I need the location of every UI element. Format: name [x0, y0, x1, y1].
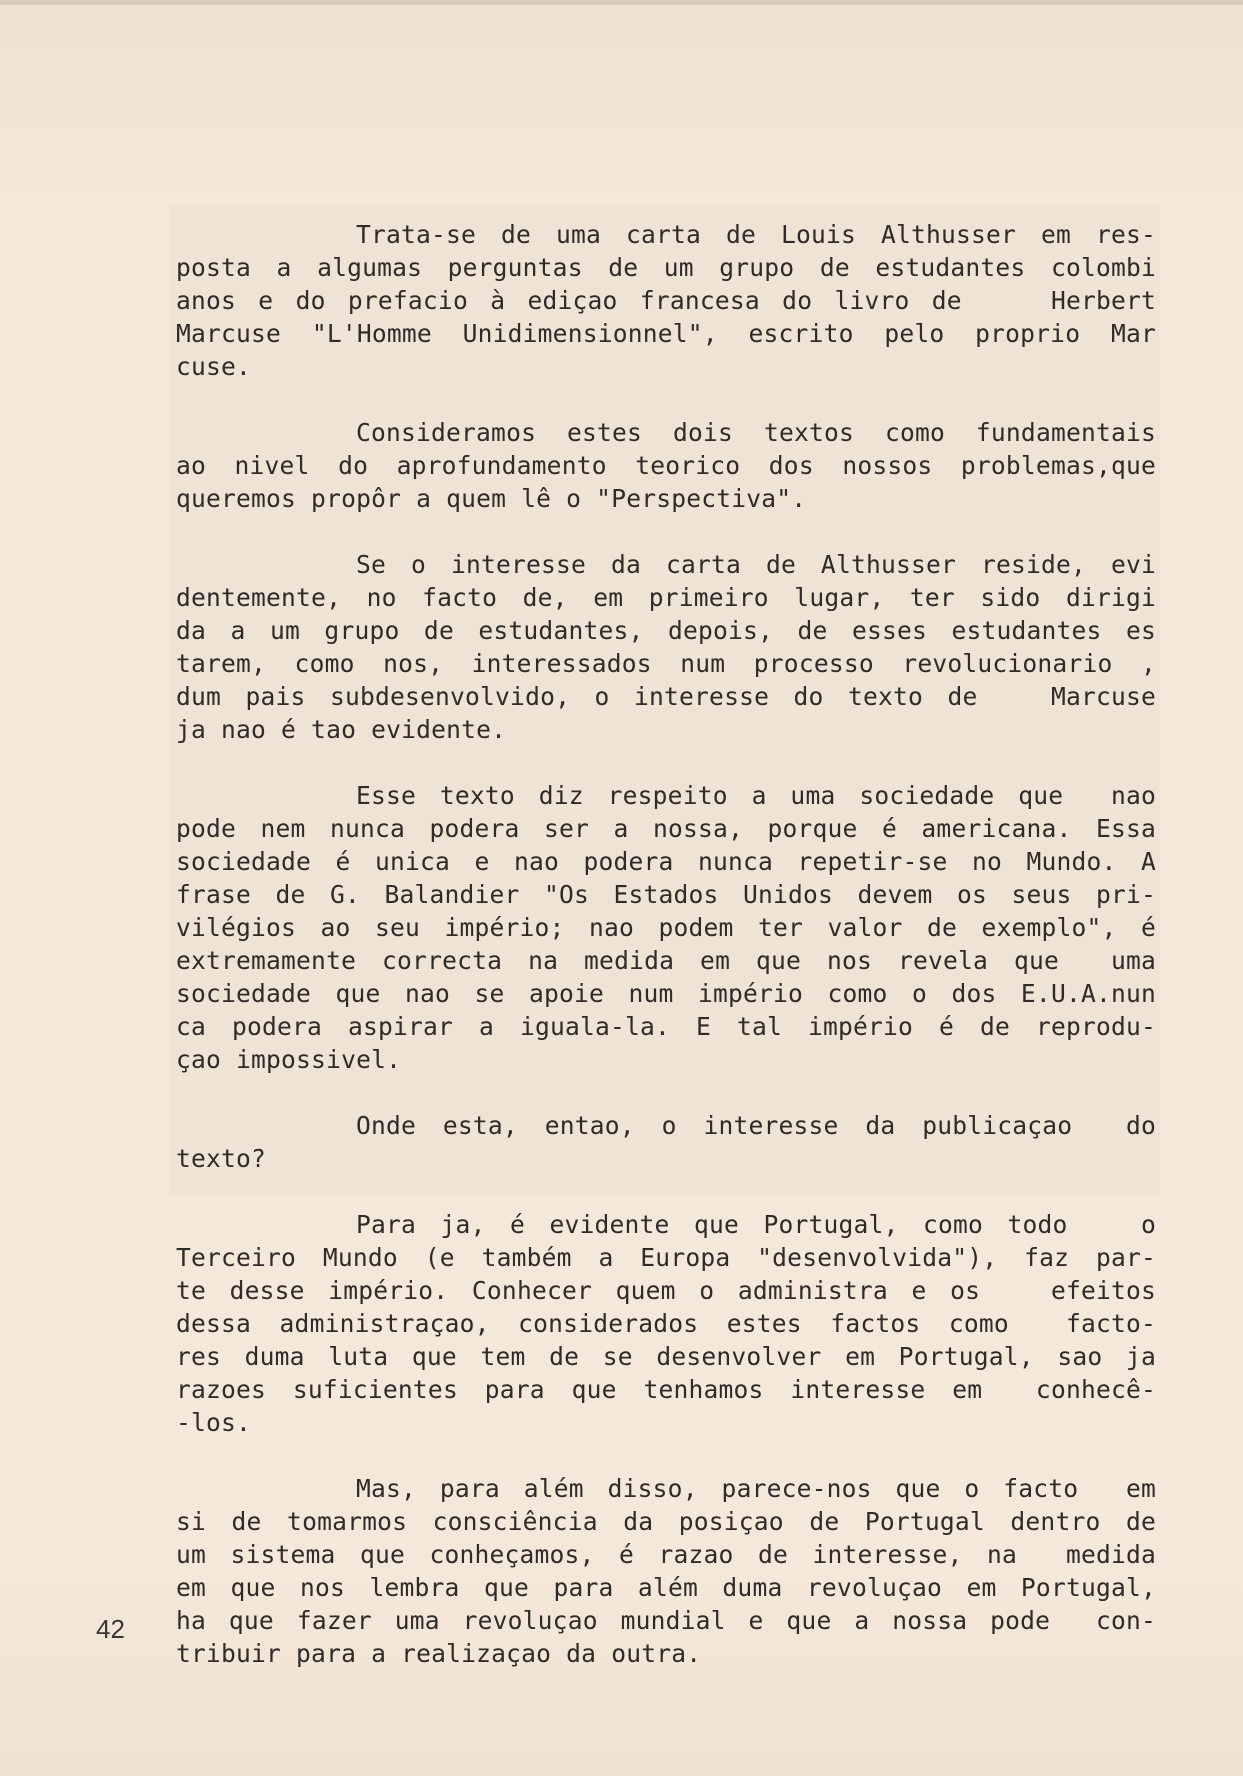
text-line: tarem, como nos, interessados num processo revolucionario , — [176, 649, 1156, 678]
text-line: texto? — [176, 1144, 267, 1173]
text-line: res duma luta que tem de se desenvolver em Portugal, sao ja — [176, 1342, 1156, 1371]
paragraph-7 — [176, 1472, 1156, 1670]
paragraph-2 — [176, 416, 1156, 515]
text-line: Mas, para além disso, parece-nos que o facto em — [356, 1474, 1156, 1503]
text-line: extremamente correcta na medida em que nos revela que uma — [176, 946, 1156, 975]
text-line: pode nem nunca podera ser a nossa, porque é americana. Essa — [176, 814, 1156, 843]
text-line: Marcuse "L'Homme Unidimensionnel", escrito pelo proprio Mar — [176, 319, 1156, 348]
text-line: queremos propôr a quem lê o "Perspectiva". — [176, 484, 807, 513]
text-line: dessa administraçao, considerados estes factos como facto- — [176, 1309, 1156, 1338]
paragraph-4 — [176, 779, 1156, 1076]
text-line: vilégios ao seu império; nao podem ter valor de exemplo", é — [176, 913, 1156, 942]
text-line: frase de G. Balandier "Os Estados Unidos devem os seus pri- — [176, 880, 1156, 909]
body-text — [176, 218, 1156, 1703]
text-line: -los. — [176, 1408, 252, 1437]
text-line: Se o interesse da carta de Althusser reside, evi — [356, 550, 1156, 579]
text-line: ao nivel do aprofundamento teorico dos nossos problemas,que — [176, 451, 1156, 480]
text-line: ca podera aspirar a iguala-la. E tal império é de reprodu- — [176, 1012, 1156, 1041]
text-line: te desse império. Conhecer quem o administra e os efeitos — [176, 1276, 1156, 1305]
text-line: Onde esta, entao, o interesse da publicaçao do — [356, 1111, 1156, 1140]
text-line: dentemente, no facto de, em primeiro lugar, ter sido dirigi — [176, 583, 1156, 612]
text-line: da a um grupo de estudantes, depois, de esses estudantes es — [176, 616, 1156, 645]
text-line: anos e do prefacio à ediçao francesa do livro de Herbert — [176, 286, 1156, 315]
text-line: tribuir para a realizaçao da outra. — [176, 1639, 702, 1668]
paragraph-5 — [176, 1109, 1156, 1175]
text-line: sociedade que nao se apoie num império como o dos E.U.A.nun — [176, 979, 1156, 1008]
text-line: çao impossivel. — [176, 1045, 402, 1074]
text-line: um sistema que conheçamos, é razao de interesse, na medida — [176, 1540, 1156, 1569]
text-line: Consideramos estes dois textos como fundamentais — [356, 418, 1156, 447]
text-line: si de tomarmos consciência da posiçao de Portugal dentro de — [176, 1507, 1156, 1536]
paragraph-1 — [176, 218, 1156, 383]
paragraph-3 — [176, 548, 1156, 746]
text-line: Trata-se de uma carta de Louis Althusser em res- — [356, 220, 1156, 249]
text-line: sociedade é unica e nao podera nunca repetir-se no Mundo. A — [176, 847, 1156, 876]
text-line: cuse. — [176, 352, 252, 381]
text-line: ja nao é tao evidente. — [176, 715, 507, 744]
text-line: razoes suficientes para que tenhamos interesse em conhecê- — [176, 1375, 1156, 1404]
text-line: Esse texto diz respeito a uma sociedade que nao — [356, 781, 1156, 810]
paragraph-6 — [176, 1208, 1156, 1439]
page-number: 42 — [96, 1614, 125, 1644]
text-line: Terceiro Mundo (e também a Europa "desenvolvida"), faz par- — [176, 1243, 1156, 1272]
text-line: posta a algumas perguntas de um grupo de estudantes colombi — [176, 253, 1156, 282]
text-line: dum pais subdesenvolvido, o interesse do texto de Marcuse — [176, 682, 1156, 711]
text-line: em que nos lembra que para além duma revoluçao em Portugal, — [176, 1573, 1156, 1602]
page-top-edge — [0, 0, 1243, 5]
text-line: ha que fazer uma revoluçao mundial e que a nossa pode con- — [176, 1606, 1156, 1635]
text-line: Para ja, é evidente que Portugal, como todo o — [356, 1210, 1156, 1239]
